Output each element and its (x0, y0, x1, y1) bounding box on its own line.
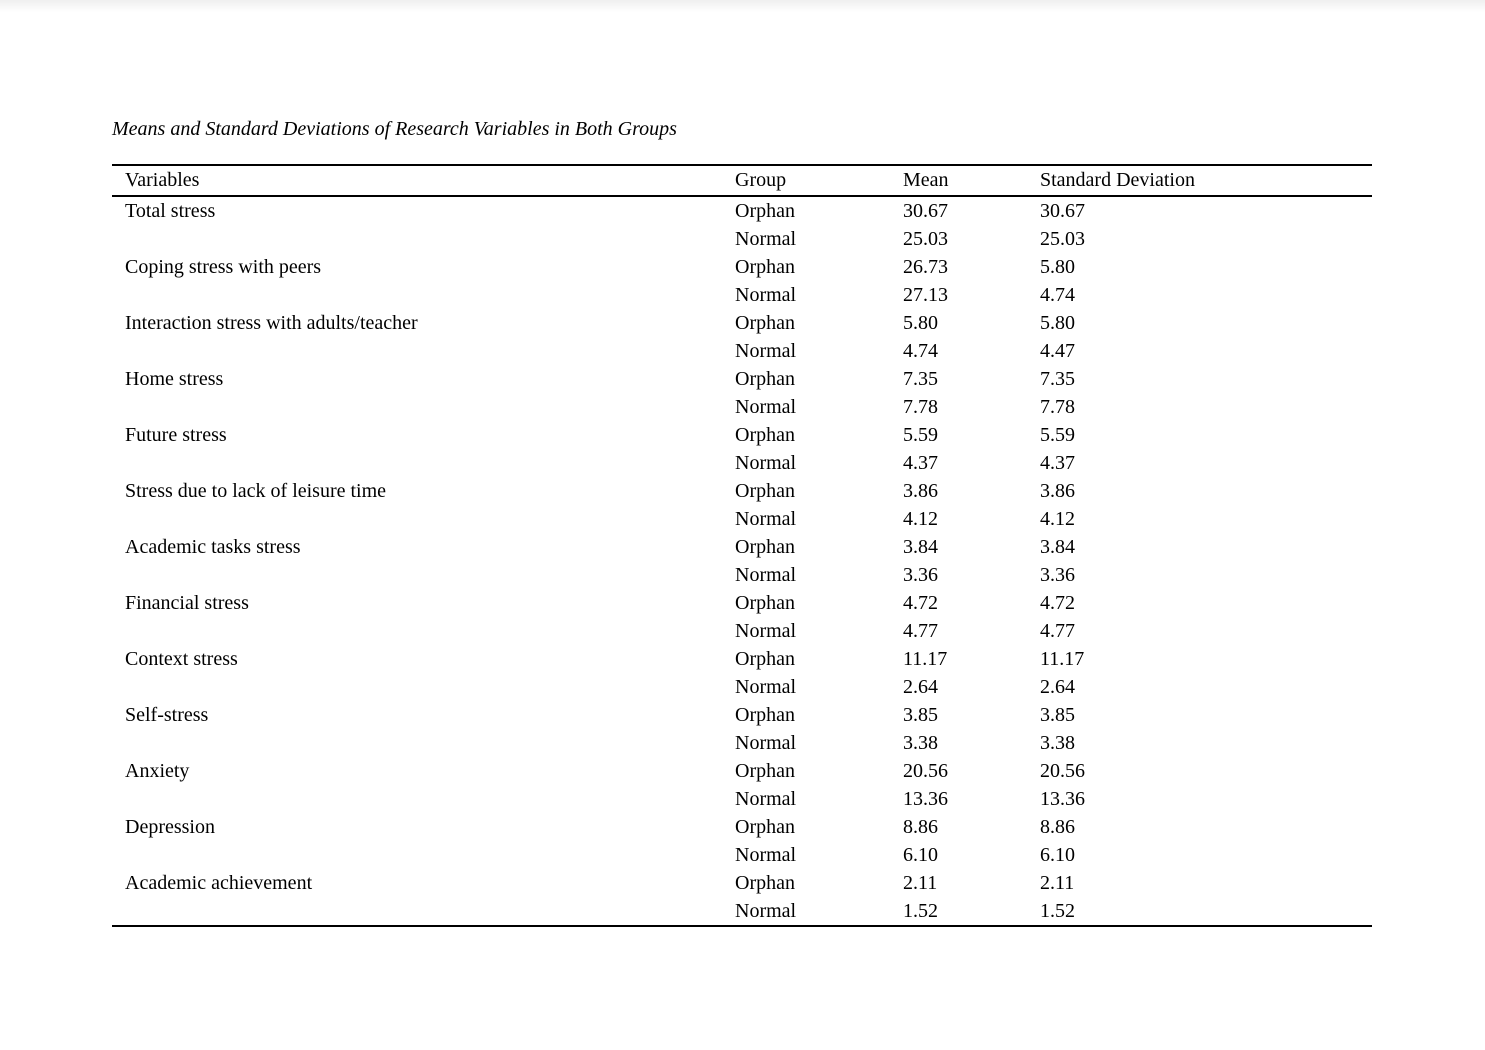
variable-cell: Self-stress (125, 704, 209, 726)
table-row (112, 309, 1372, 337)
mean-cell: 4.74 (903, 340, 938, 362)
table-row (112, 757, 1372, 785)
variable-cell: Stress due to lack of leisure time (125, 480, 387, 502)
mean-cell: 26.73 (903, 256, 948, 278)
sd-cell: 2.11 (1040, 872, 1075, 894)
sd-cell: 3.86 (1040, 480, 1075, 502)
sd-cell: 20.56 (1040, 760, 1085, 782)
sd-cell: 5.59 (1040, 424, 1075, 446)
table-row (112, 897, 1372, 925)
page-top-shadow (0, 0, 1485, 12)
sd-cell: 1.52 (1040, 900, 1075, 922)
group-cell: Normal (735, 228, 797, 250)
group-cell: Orphan (735, 536, 795, 558)
group-cell: Normal (735, 564, 797, 586)
table-row (112, 197, 1372, 225)
variable-cell (112, 897, 735, 925)
sd-cell: 5.80 (1040, 312, 1075, 334)
group-cell: Normal (735, 844, 797, 866)
variable-cell: Academic achievement (125, 872, 313, 894)
variable-cell: Anxiety (125, 760, 190, 782)
mean-cell: 5.59 (903, 424, 938, 446)
mean-cell: 2.64 (903, 676, 938, 698)
group-cell: Orphan (735, 648, 795, 670)
mean-cell: 3.38 (903, 732, 938, 754)
mean-cell: 1.52 (903, 900, 938, 922)
table-row (112, 589, 1372, 617)
group-cell: Orphan (735, 704, 795, 726)
sd-cell: 13.36 (1040, 788, 1085, 810)
mean-cell: 7.35 (903, 368, 938, 390)
variable-cell: Academic tasks stress (125, 536, 301, 558)
variable-cell: Context stress (125, 648, 238, 670)
group-cell: Orphan (735, 480, 795, 502)
header-group: Group (735, 169, 787, 191)
mean-cell: 27.13 (903, 284, 948, 306)
sd-cell: 3.38 (1040, 732, 1075, 754)
group-cell: Normal (735, 452, 797, 474)
variable-cell (112, 729, 735, 757)
group-cell: Normal (735, 284, 797, 306)
header-variables: Variables (125, 169, 200, 191)
table-row (112, 869, 1372, 897)
table-row (112, 253, 1372, 281)
table-header-row (112, 166, 1372, 195)
group-cell: Normal (735, 508, 797, 530)
sd-cell: 4.37 (1040, 452, 1075, 474)
table-bottom-rule (112, 925, 1372, 927)
header-sd: Standard Deviation (1040, 169, 1195, 191)
group-cell: Orphan (735, 872, 795, 894)
sd-cell: 4.12 (1040, 508, 1075, 530)
sd-cell: 6.10 (1040, 844, 1075, 866)
group-cell: Orphan (735, 256, 795, 278)
variable-cell (112, 505, 735, 533)
table-row (112, 533, 1372, 561)
table-row (112, 813, 1372, 841)
mean-cell: 30.67 (903, 200, 948, 222)
sd-cell: 30.67 (1040, 200, 1085, 222)
group-cell: Normal (735, 620, 797, 642)
group-cell: Normal (735, 732, 797, 754)
group-cell: Normal (735, 788, 797, 810)
group-cell: Orphan (735, 424, 795, 446)
table-row (112, 841, 1372, 869)
sd-cell: 3.84 (1040, 536, 1075, 558)
statistics-table (112, 164, 1372, 927)
table-row (112, 337, 1372, 365)
sd-cell: 4.47 (1040, 340, 1075, 362)
table-row (112, 617, 1372, 645)
variable-cell: Future stress (125, 424, 227, 446)
table-row (112, 505, 1372, 533)
variable-cell (112, 617, 735, 645)
table-row (112, 225, 1372, 253)
header-mean: Mean (903, 169, 949, 191)
table-row (112, 477, 1372, 505)
group-cell: Normal (735, 900, 797, 922)
group-cell: Orphan (735, 200, 795, 222)
mean-cell: 3.86 (903, 480, 938, 502)
table-row (112, 729, 1372, 757)
sd-cell: 11.17 (1040, 648, 1085, 670)
mean-cell: 11.17 (903, 648, 948, 670)
mean-cell: 4.77 (903, 620, 938, 642)
variable-cell (112, 225, 735, 253)
mean-cell: 13.36 (903, 788, 948, 810)
table-row (112, 393, 1372, 421)
group-cell: Orphan (735, 312, 795, 334)
mean-cell: 6.10 (903, 844, 938, 866)
variable-cell (112, 673, 735, 701)
variable-cell: Financial stress (125, 592, 249, 614)
mean-cell: 20.56 (903, 760, 948, 782)
variable-cell (112, 841, 735, 869)
variable-cell (112, 281, 735, 309)
table-row (112, 365, 1372, 393)
mean-cell: 3.85 (903, 704, 938, 726)
sd-cell: 5.80 (1040, 256, 1075, 278)
group-cell: Normal (735, 676, 797, 698)
mean-cell: 2.11 (903, 872, 938, 894)
group-cell: Normal (735, 340, 797, 362)
table-row (112, 561, 1372, 589)
sd-cell: 4.72 (1040, 592, 1075, 614)
mean-cell: 7.78 (903, 396, 938, 418)
group-cell: Orphan (735, 368, 795, 390)
group-cell: Orphan (735, 592, 795, 614)
mean-cell: 5.80 (903, 312, 938, 334)
mean-cell: 3.84 (903, 536, 938, 558)
variable-cell (112, 337, 735, 365)
mean-cell: 25.03 (903, 228, 948, 250)
variable-cell (112, 785, 735, 813)
variable-cell (112, 393, 735, 421)
mean-cell: 8.86 (903, 816, 938, 838)
mean-cell: 4.72 (903, 592, 938, 614)
table-row (112, 673, 1372, 701)
sd-cell: 25.03 (1040, 228, 1085, 250)
table-row (112, 449, 1372, 477)
sd-cell: 7.78 (1040, 396, 1075, 418)
table-row (112, 785, 1372, 813)
table-caption: Means and Standard Deviations of Research Variables in Both Groups (112, 118, 677, 140)
mean-cell: 3.36 (903, 564, 938, 586)
variable-cell: Coping stress with peers (125, 256, 322, 278)
sd-cell: 3.85 (1040, 704, 1075, 726)
group-cell: Orphan (735, 760, 795, 782)
table-row (112, 645, 1372, 673)
variable-cell: Home stress (125, 368, 224, 390)
sd-cell: 2.64 (1040, 676, 1075, 698)
mean-cell: 4.37 (903, 452, 938, 474)
sd-cell: 4.77 (1040, 620, 1075, 642)
sd-cell: 4.74 (1040, 284, 1075, 306)
variable-cell: Depression (125, 816, 215, 838)
variable-cell (112, 561, 735, 589)
variable-cell (112, 449, 735, 477)
group-cell: Normal (735, 396, 797, 418)
table-row (112, 281, 1372, 309)
table-row (112, 701, 1372, 729)
variable-cell: Interaction stress with adults/teacher (125, 312, 418, 334)
table-row (112, 421, 1372, 449)
group-cell: Orphan (735, 816, 795, 838)
sd-cell: 8.86 (1040, 816, 1075, 838)
sd-cell: 3.36 (1040, 564, 1075, 586)
variable-cell: Total stress (125, 200, 216, 222)
sd-cell: 7.35 (1040, 368, 1075, 390)
mean-cell: 4.12 (903, 508, 938, 530)
